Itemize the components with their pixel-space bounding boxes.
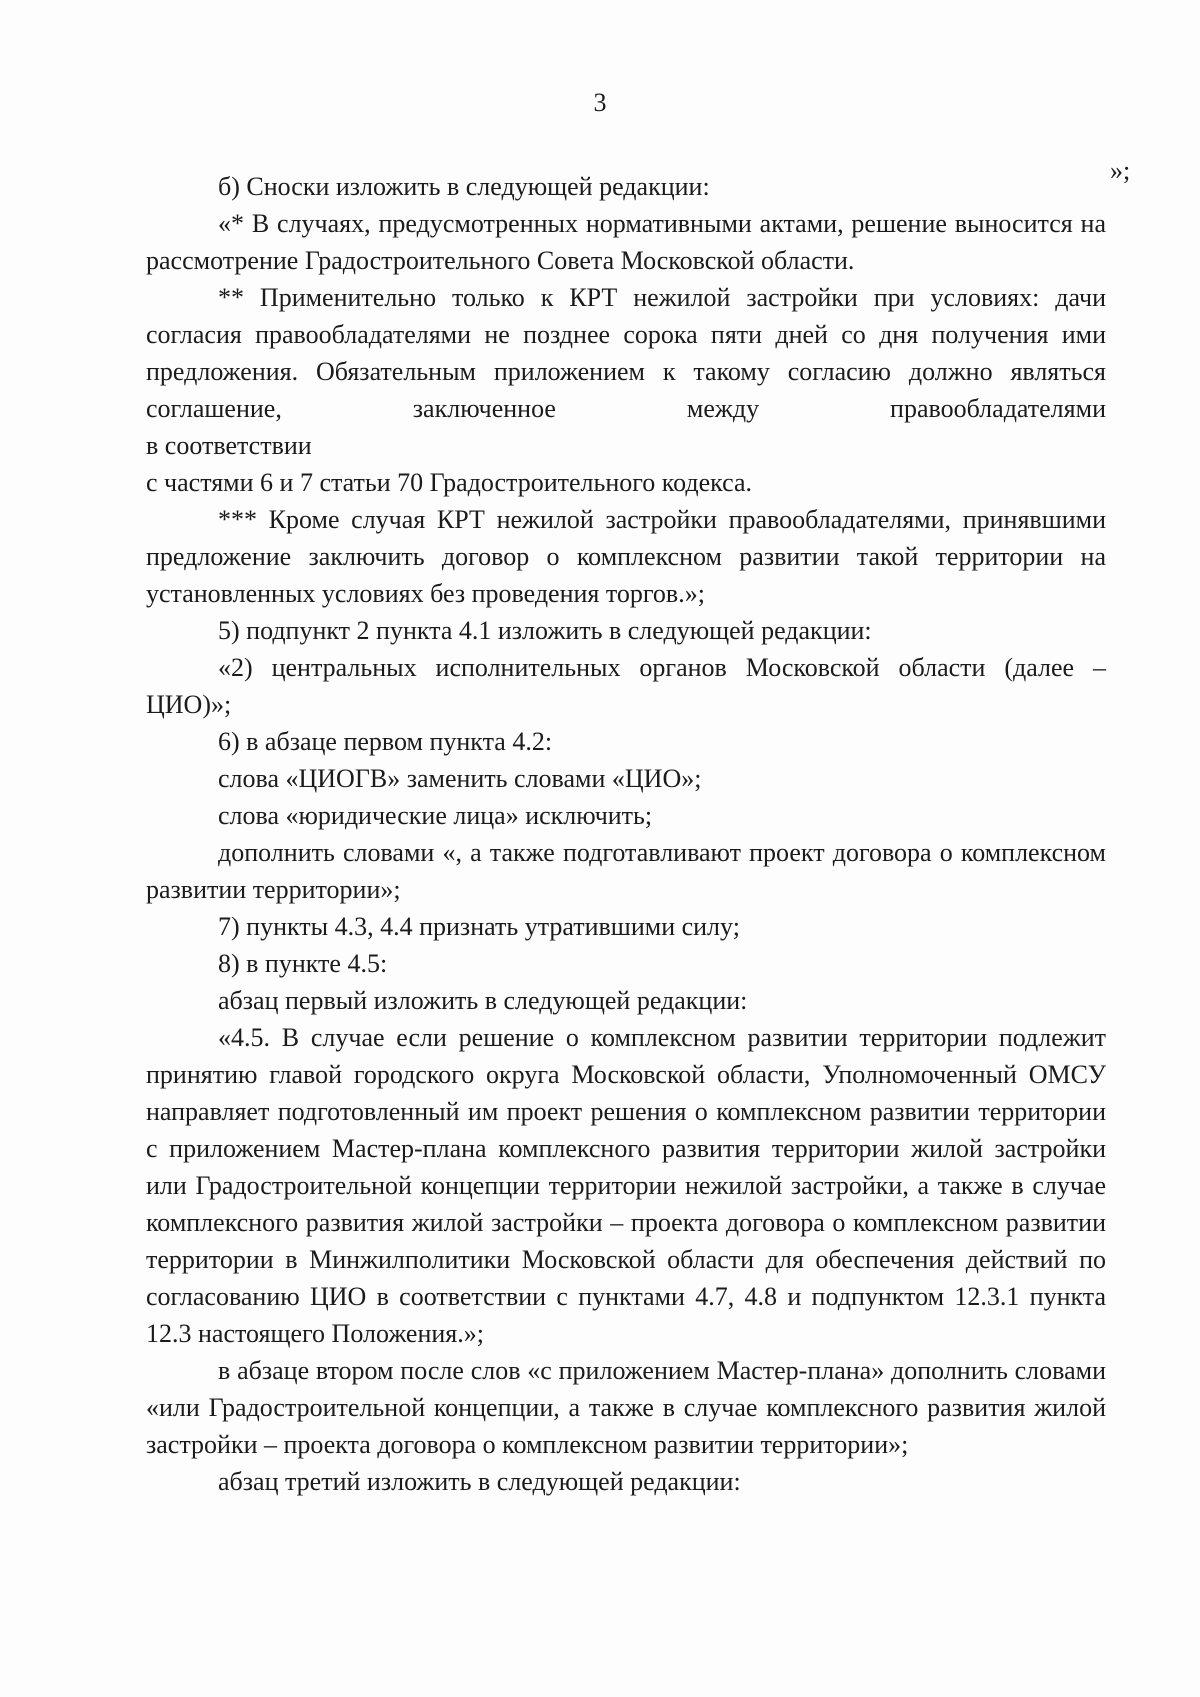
paragraph-item-4-5-text: «4.5. В случае если решение о комплексном развитии территории подлежит принятию главой городского округа Московской области, Уполномоченный ОМСУ направляет подготовленный им проект решения о комплексном развитии территории с приложением Мастер-плана комплексного развития территории жилой застройки или Градостроительной концепции территории нежилой застройки, а также в случае комплексного развития жилой застройки – проекта договора о комплексном развитии территории в Минжилполитики Московской области для обеспечения действий по согласованию ЦИО в соответствии с пунктами 4.7, 4.8 и подпунктом 12.3.1 пункта 12.3 настоящего Положения.»; xyxy=(146,1023,1106,1348)
paragraph-item-8: 8) в пункте 4.5: xyxy=(218,949,388,978)
paragraph-item-8-abzac-2: в абзаце втором после слов «с приложением Мастер-плана» дополнить словами «или Градостроительной концепции, а также в случае комплексного развития жилой застройки – проекта договора о комплексном развитии территории»; xyxy=(146,1356,1106,1459)
paragraph-footnotes-heading: б) Сноски изложить в следующей редакции: xyxy=(218,172,710,201)
paragraph-footnote-2-cont-b: с частями 6 и 7 статьи 70 Градостроительного кодекса. xyxy=(146,468,752,497)
paragraph-footnote-2: ** Применительно только к КРТ нежилой застройки при условиях: дачи согласия правообладателями не позднее сорока пяти дней со дня получения ими предложения. Обязательным приложением к такому согласию должно являться соглашение, заключенное между правообладателями xyxy=(146,283,1106,423)
paragraph-footnote-2-cont-a: в соответствии xyxy=(146,431,312,460)
page-number: 3 xyxy=(593,88,607,117)
paragraph-item-5-text: «2) центральных исполнительных органов Московской области (далее – ЦИО)»; xyxy=(146,653,1106,719)
paragraph-item-8-abzac-3: абзац третий изложить в следующей редакции: xyxy=(218,1467,741,1496)
paragraph-item-6-words-1: слова «ЦИОГВ» заменить словами «ЦИО»; xyxy=(218,764,702,793)
paragraph-footnote-3: *** Кроме случая КРТ нежилой застройки правообладателями, принявшими предложение заключить договор о комплексном развитии такой территории на установленных условиях без проведения торгов.»; xyxy=(146,505,1106,608)
paragraph-footnote-1: «* В случаях, предусмотренных нормативными актами, решение выносится на рассмотрение Градостроительного Совета Московской области. xyxy=(146,209,1106,275)
paragraph-item-6: 6) в абзаце первом пункта 4.2: xyxy=(218,727,553,756)
paragraph-item-7: 7) пункты 4.3, 4.4 признать утратившими силу; xyxy=(218,912,740,941)
document-body xyxy=(146,168,1106,1500)
paragraph-item-6-supplement: дополнить словами «, а также подготавливают проект договора о комплексном развитии территории»; xyxy=(146,838,1106,904)
paragraph-item-6-words-2: слова «юридические лица» исключить; xyxy=(218,801,653,830)
paragraph-item-8-abzac-1: абзац первый изложить в следующей редакции: xyxy=(218,986,748,1015)
closing-quote-mark: »; xyxy=(1110,156,1131,185)
paragraph-item-5: 5) подпункт 2 пункта 4.1 изложить в следующей редакции: xyxy=(218,616,872,645)
